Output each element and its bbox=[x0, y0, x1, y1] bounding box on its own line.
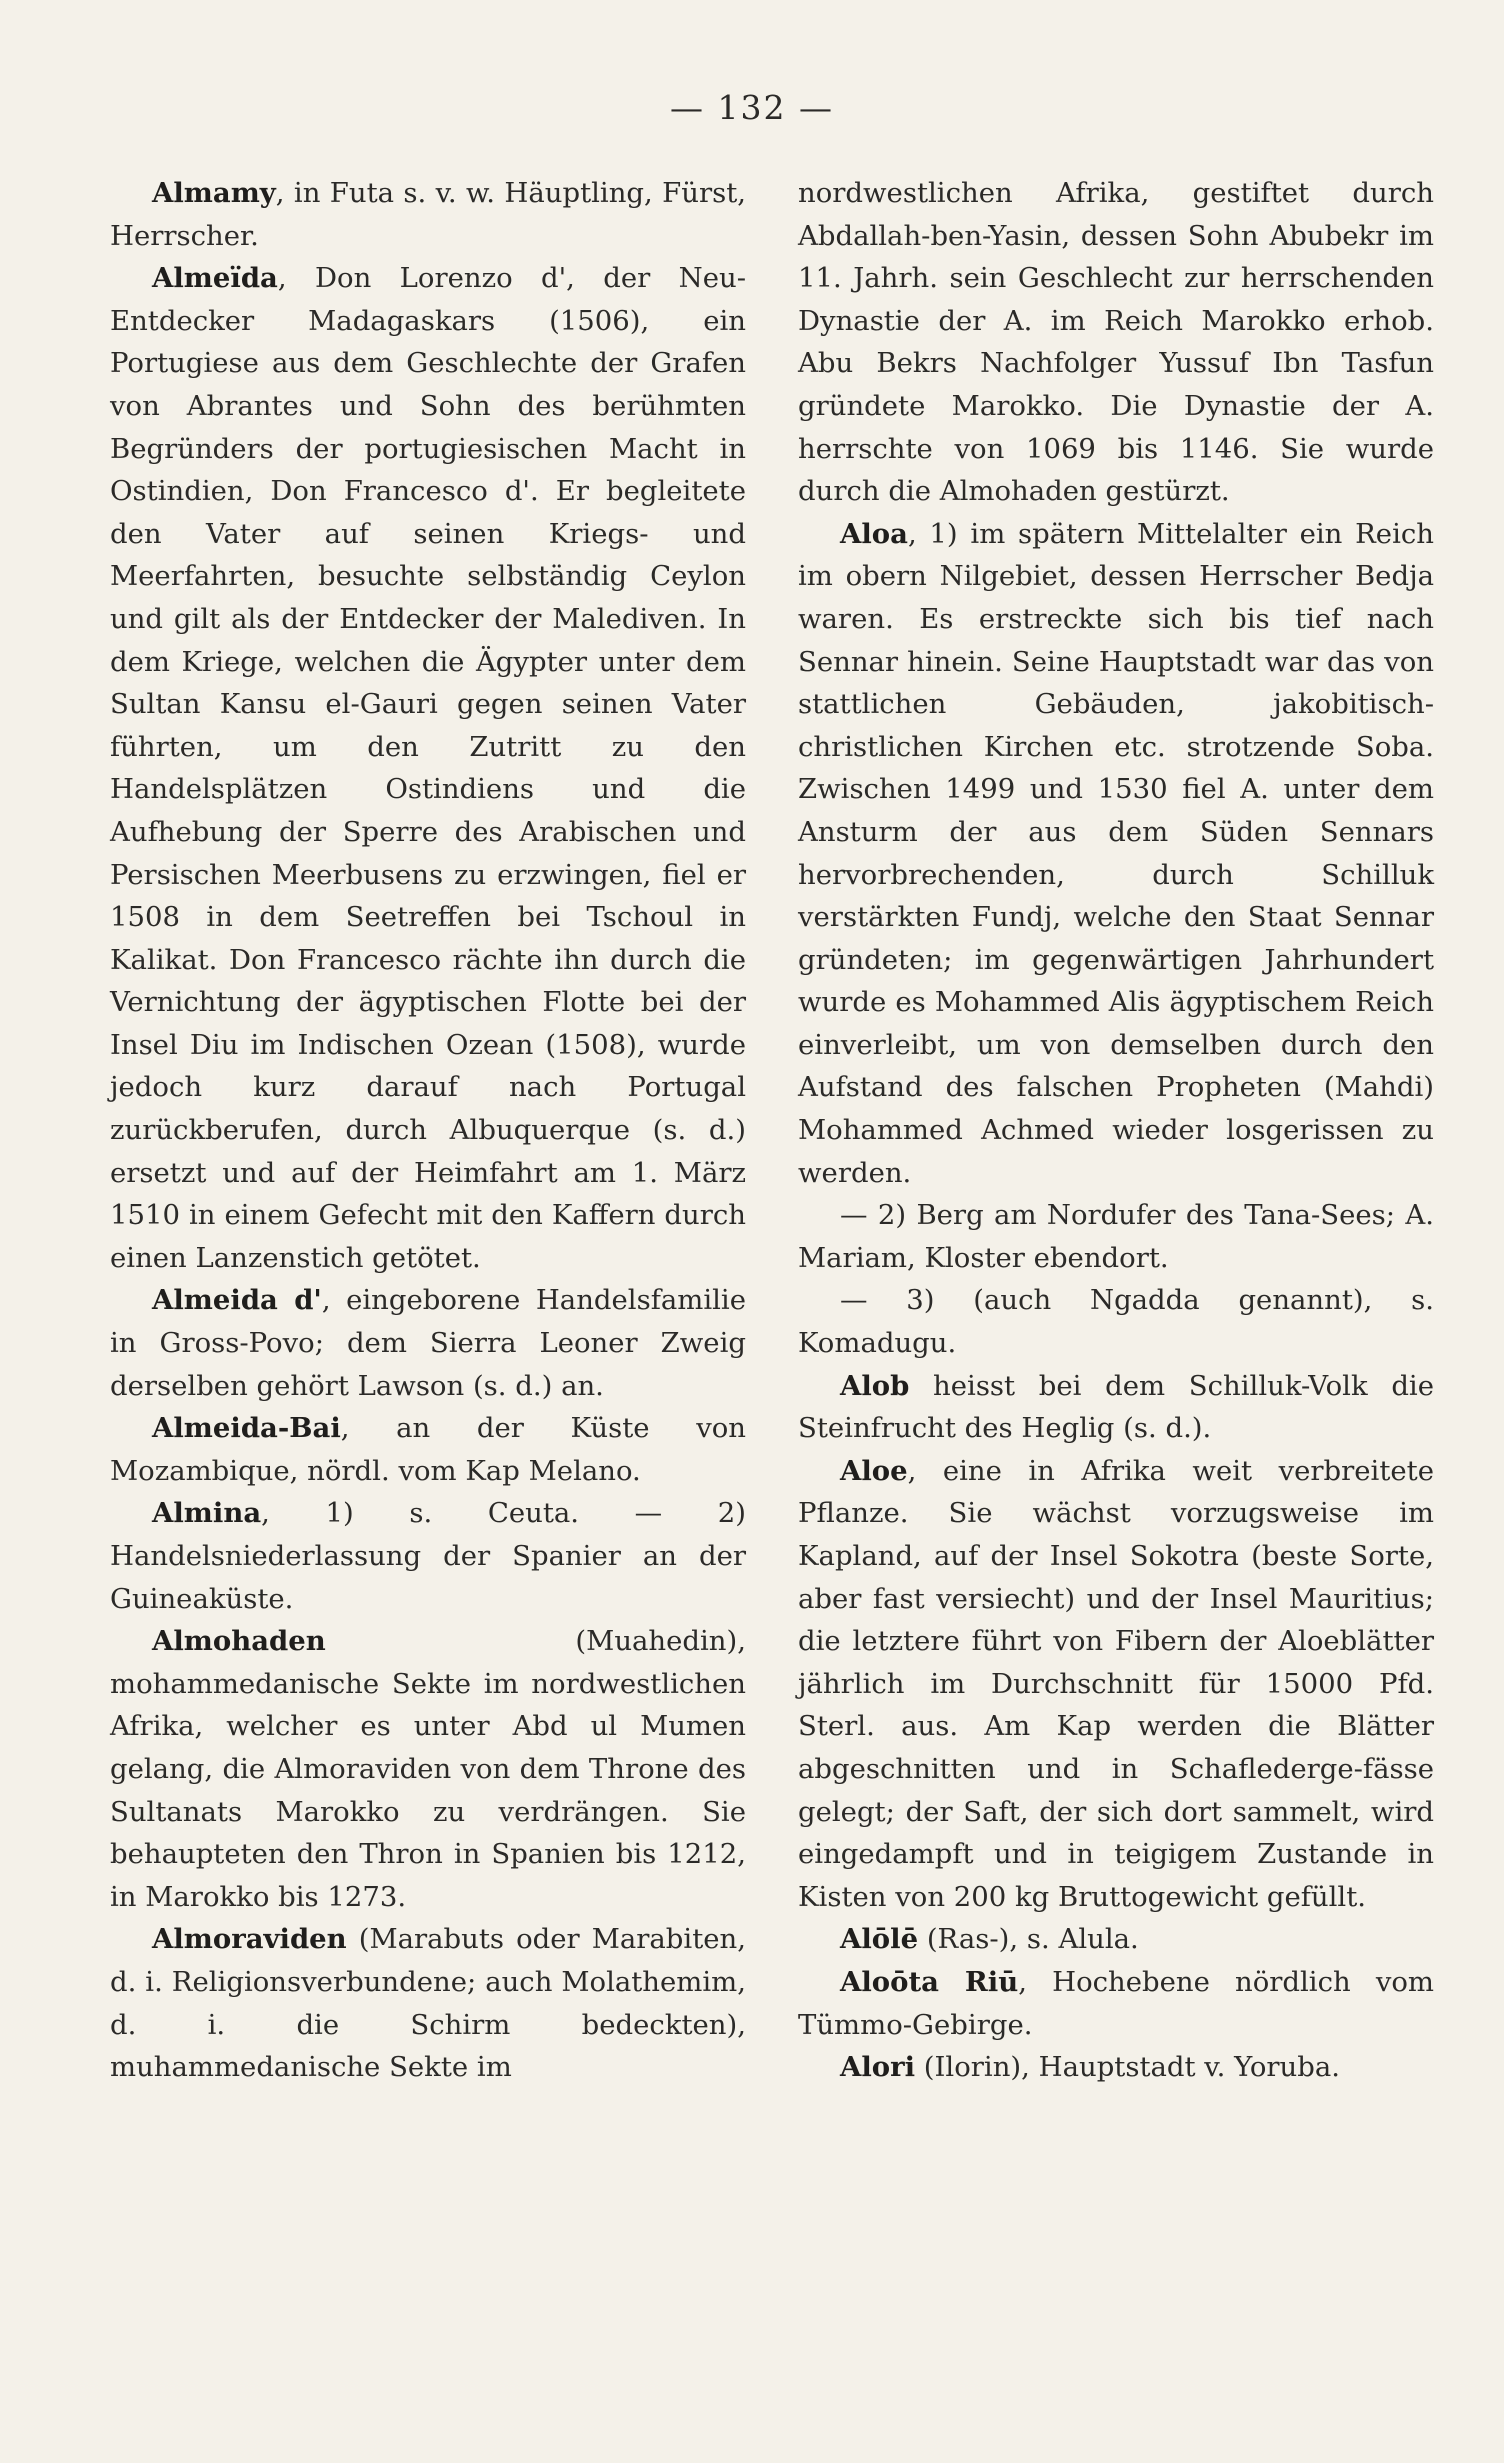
headword: Almeïda bbox=[152, 262, 278, 295]
headword: Alōlē bbox=[840, 1923, 919, 1956]
entry-text: nordwestlichen Afrika, gestiftet durch Abdallah-ben-Yasin, dessen Sohn Abubekr im 11. Jahrh. sein Geschlecht zur herrschenden Dynastie der A. im Reich Marokko erhob. Abu Bekrs Nachfolger Yussuf Ibn Tasfun gründete Marokko. Die Dynastie der A. herrschte von 1069 bis 1146. Sie wurde durch die Almohaden gestürzt. bbox=[798, 177, 1434, 508]
entry-text: (Marabuts oder Marabiten, d. i. Religionsverbundene; auch Molathemim, d. i. die Schirm bedeckten), muhammedanische Sekte im bbox=[110, 1923, 746, 2084]
entry bbox=[798, 1918, 1434, 1961]
right-column bbox=[798, 172, 1434, 2089]
headword: Almeida d' bbox=[152, 1284, 322, 1317]
entry bbox=[798, 2046, 1434, 2089]
headword: Aloe bbox=[840, 1454, 908, 1487]
headword: Aloōta Riū bbox=[840, 1965, 1019, 1998]
entry-text: — 3) (auch Ngadda genannt), s. Komadugu. bbox=[798, 1284, 1434, 1360]
headword: Alori bbox=[840, 2051, 916, 2084]
entry bbox=[110, 172, 746, 257]
headword: Alob bbox=[840, 1369, 910, 1402]
entry-text: , eingeborene Handelsfamilie in Gross-Povo; dem Sierra Leoner Zweig derselben gehört Lawson (s. d.) an. bbox=[110, 1284, 747, 1402]
entry bbox=[798, 1279, 1434, 1364]
entry bbox=[798, 1961, 1434, 2046]
entry-text: (Ilorin), Hauptstadt v. Yoruba. bbox=[915, 2051, 1340, 2084]
entry bbox=[110, 1492, 746, 1620]
left-column bbox=[110, 172, 746, 2089]
entry bbox=[798, 1194, 1434, 1279]
entry bbox=[798, 1365, 1434, 1450]
headword: Almohaden bbox=[152, 1625, 326, 1658]
entry-text: (Ras-), s. Alula. bbox=[918, 1923, 1139, 1956]
entry-text: , 1) im spätern Mittelalter ein Reich im obern Nilgebiet, dessen Herrscher Bedja waren. Es erstreckte sich bis tief nach Sennar hinein. Seine Hauptstadt war das von stattlichen Gebäuden, jakobitisch-christlichen Kirchen etc. strotzende Soba. Zwischen 1499 und 1530 fiel A. unter dem Ansturm der aus dem Süden Sennars hervorbrechenden, durch Schilluk verstärkten Fundj, welche den Staat Sennar gründeten; im gegenwärtigen Jahrhundert wurde es Mohammed Alis ägyptischem Reich einverleibt, um von demselben durch den Aufstand des falschen Propheten (Mahdi) Mohammed Achmed wieder losgerissen zu werden. bbox=[798, 517, 1434, 1189]
entry-text: , an der Küste von Mozambique, nördl. vom Kap Melano. bbox=[110, 1412, 746, 1487]
entry bbox=[110, 1918, 746, 2088]
entry bbox=[798, 1450, 1434, 1919]
entry-text: , Don Lorenzo d', der Neu-Entdecker Madagaskars (1506), ein Portugiese aus dem Geschlechte der Grafen von Abrantes und Sohn des berühmten Begründers der portugiesischen Macht in Ostindien, Don Francesco d'. Er begleitete den Vater auf seinen Kriegs- und Meerfahrten, besuchte selbständig Ceylon und gilt als der Entdecker der Malediven. In dem Kriege, welchen die Ägypter unter dem Sultan Kansu el-Gauri gegen seinen Vater führten, um den Zutritt zu den Handelsplätzen Ostindiens und die Aufhebung der Sperre des Arabischen und Persischen Meerbusens zu erzwingen, fiel er 1508 in dem Seetreffen bei Tschoul in Kalikat. Don Francesco rächte ihn durch die Vernichtung der ägyptischen Flotte bei der Insel Diu im Indischen Ozean (1508), wurde jedoch kurz darauf nach Portugal zurückberufen, durch Albuquerque (s. d.) ersetzt und auf der Heimfahrt am 1. März 1510 in einem Gefecht mit den Kaffern durch einen Lanzenstich getötet. bbox=[110, 262, 746, 1274]
entry bbox=[798, 513, 1434, 1195]
headword: Almoraviden bbox=[152, 1923, 347, 1956]
entry-text: — 2) Berg am Nordufer des Tana-Sees; A. Mariam, Kloster ebendort. bbox=[798, 1199, 1434, 1274]
entry bbox=[110, 1279, 746, 1407]
entry-text: , eine in Afrika weit verbreitete Pflanze. Sie wächst vorzugsweise im Kapland, auf der Insel Sokotra (beste Sorte, aber fast versiecht) und der Insel Mauritius; die letztere führt von Fibern der Aloeblätter jährlich im Durchschnitt für 15000 Pfd. Sterl. aus. Am Kap werden die Blätter abgeschnitten und in Schaflederge-fässe gelegt; der Saft, der sich dort sammelt, wird eingedampft und in teigigem Zustande in Kisten von 200 kg Bruttogewicht gefüllt. bbox=[798, 1454, 1434, 1913]
headword: Almamy bbox=[152, 177, 276, 209]
headword: Aloa bbox=[840, 517, 908, 550]
headword: Almina bbox=[152, 1497, 262, 1530]
entry-text: heisst bei dem Schilluk-Volk die Steinfrucht des Heglig (s. d.). bbox=[798, 1369, 1434, 1445]
entry-text: (Muahedin), mohammedanische Sekte im nordwestlichen Afrika, welcher es unter Abd ul Mumen gelang, die Almoraviden von dem Throne des Sultanats Marokko zu verdrängen. Sie behaupteten den Thron in Spanien bis 1212, in Marokko bis 1273. bbox=[110, 1625, 746, 1913]
entry bbox=[110, 257, 746, 1279]
entry-continuation bbox=[798, 172, 1434, 513]
page-number: — 132 — bbox=[670, 88, 834, 127]
entry bbox=[110, 1620, 746, 1918]
entry-text: , in Futa s. v. w. Häuptling, Fürst, Herrscher. bbox=[110, 177, 746, 252]
headword: Almeida-Bai bbox=[152, 1412, 341, 1445]
entry-text: , 1) s. Ceuta. — 2) Handelsniederlassung der Spanier an der Guineaküste. bbox=[110, 1497, 746, 1615]
entry-text: , Hochebene nördlich vom Tümmo-Gebirge. bbox=[798, 1965, 1434, 2041]
entry bbox=[110, 1407, 746, 1492]
